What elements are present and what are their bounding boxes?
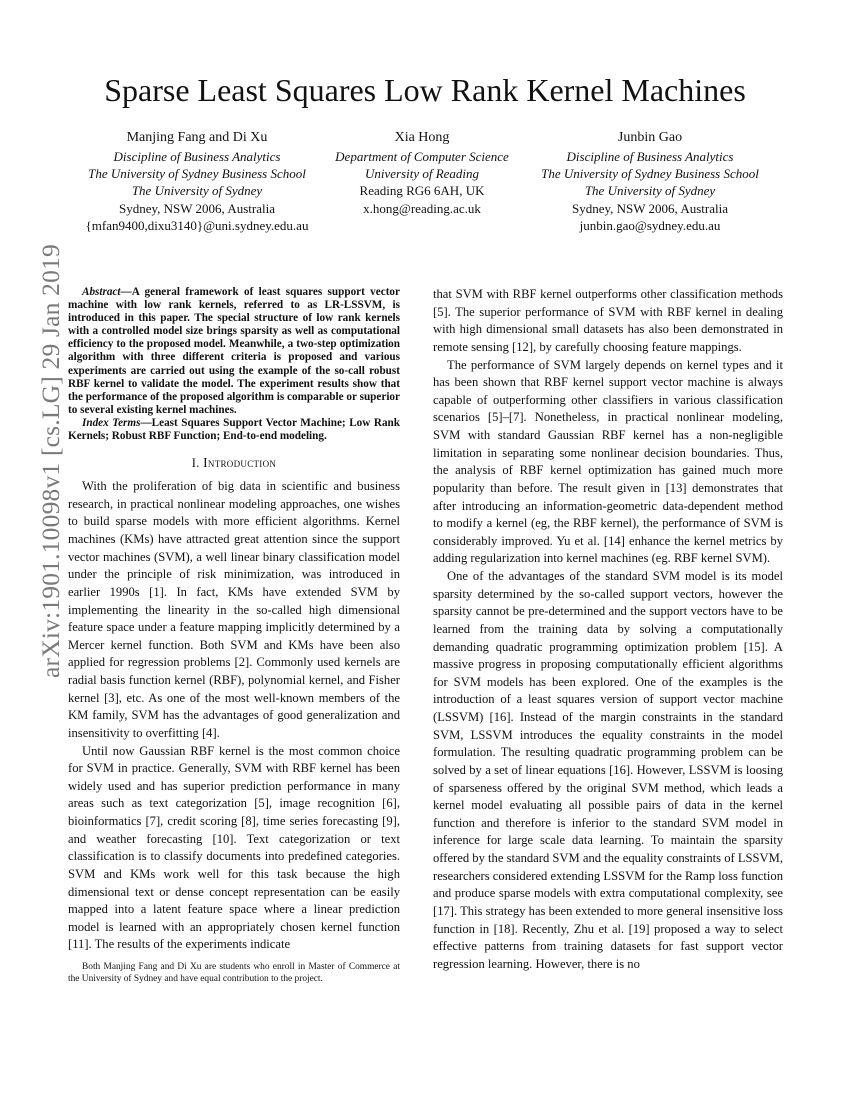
paper-title: Sparse Least Squares Low Rank Kernel Machines — [104, 72, 746, 108]
abstract — [68, 286, 400, 417]
body-paragraph: One of the advantages of the standard SVM model is its model sparsity determined by the so-called support vectors, however the sparsity cannot be pre-determined and the support vectors have to be learned from the training data by solving a computationally demanding quadratic programming optimization problem [15]. A massive progress in proposing computationally efficient algorithms for SVM models has been explored. One of the examples is the introduction of a least squares version of support vector machine (LSSVM) [16]. Instead of the margin constraints in the standard SVM, LSSVM introduces the equality constraints in the model formulation. The resulting quadratic programming problem can be solved by a set of linear equations [16]. However, LSSVM is loosing of sparseness offered by the original SVM method, which leads a kernel model evaluating all possible pairs of data in the kernel function and therefore is inferior to the standard SVM model in inference for large scale data learning. To maintain the sparsity offered by the standard SVM and the equality constraints of LSSVM, researchers considered extending LSSVM for the Ramp loss function and produce sparse models with extra computational complexity, see [17]. This strategy has been extended to more general insensitive loss function in [18]. Recently, Zhu et al. [19] proposed a way to select effective patterns from training datasets for fast support vector regression learning. However, there is no — [433, 569, 783, 971]
section-title: Introduction — [203, 455, 277, 471]
author-address: Sydney, NSW 2006, Australia — [572, 200, 728, 216]
abstract-label: Abstract — [82, 286, 121, 298]
author-block-1 — [72, 128, 322, 234]
author-block-2 — [324, 128, 520, 217]
body-paragraph: The performance of SVM largely depends on kernel types and it has been shown that RBF kernel support vector machine is always capable of outperforming other classifiers in various classification scenarios [5]–[7]. Nonetheless, in practical nonlinear modeling, SVM with standard Gaussian RBF kernel has a non-negligible limitation in separating some nonlinear decision boundaries. Thus, the analysis of RBF kernel optimization has gained much more popularity than before. The result given in [13] demonstrates that after introducing an information-geometric data-dependent method to modify a kernel (eg, the RBF kernel), the performance of SVM is considerably improved. Yu et al. [14] enhance the kernel metrics by adding regularization into kernel machines (eg. RBF kernel SVM). — [433, 357, 783, 566]
index-terms-text: —Least Squares Support Vector Machine; Low Rank Kernels; Robust RBF Function; End-to-end modeling. — [68, 416, 400, 443]
footnote: Both Manjing Fang and Di Xu are students who enroll in Master of Commerce at the University of Sydney and have equal contribution to the project. — [68, 962, 400, 984]
author-block-3 — [527, 128, 773, 234]
author-name: Xia Hong — [394, 130, 450, 145]
author-name: Manjing Fang and Di Xu — [126, 130, 268, 145]
arxiv-stamp: arXiv:1901.10098v1 [cs.LG] 29 Jan 2019 — [36, 244, 65, 678]
left-column — [68, 286, 400, 954]
body-paragraph: Until now Gaussian RBF kernel is the most common choice for SVM in practice. Generally, SVM with RBF kernel has been widely used and has superior prediction performance in many areas such as text categorization [5], image recognition [6], bioinformatics [7], credit scoring [8], time series forecasting [9], and weather forecasting [10]. Text categorization or text classification is to classify documents into predefined categories. SVM and KMs work well for this task because the high dimensional text or dense concept representation can be easily mapped into a latent feature space where a linear prediction model is learned with an appropriately chosen kernel function [11]. The results of the experiments indicate — [68, 743, 400, 952]
author-school: The University of Sydney Business School — [88, 166, 306, 182]
author-email: junbin.gao@sydney.edu.au — [579, 217, 721, 233]
author-university: The University of Sydney — [584, 183, 716, 199]
body-paragraph: that SVM with RBF kernel outperforms other classification methods [5]. The superior performance of SVM with RBF kernel in dealing with high dimensional small datasets has also been demonstrated in remote sensing [12], by carefully choosing feature mappings. — [433, 287, 783, 354]
author-university: University of Reading — [364, 166, 480, 182]
author-school: The University of Sydney Business School — [541, 166, 759, 182]
right-column — [433, 286, 783, 973]
author-address: Reading RG6 6AH, UK — [359, 183, 485, 199]
author-name: Junbin Gao — [617, 130, 683, 145]
author-address: Sydney, NSW 2006, Australia — [119, 200, 275, 216]
author-dept: Discipline of Business Analytics — [566, 149, 734, 164]
index-terms — [68, 417, 400, 443]
index-terms-label: Index Terms — [82, 416, 141, 429]
author-dept: Discipline of Business Analytics — [113, 149, 281, 164]
body-paragraph: With the proliferation of big data in scientific and business research, in practical nonlinear modeling approaches, one wishes to build sparse models with more efficient algorithms. Kernel machines (KMs) have attracted great attention since the support vector machines (SVM), a well linear binary classification model under the principle of risk minimization, was introduced in earlier 1990s [1]. In fact, KMs have extended SVM by implementing the linearity in the so-called high dimensional feature space under a feature mapping implicitly determined by a Mercer kernel function. Both SVM and KMs have been also applied for regression problems [2]. Commonly used kernels are radial basis function kernel (RBF), polynomial kernel, and Fisher kernel [3], etc. As one of the most well-known members of the KM family, SVM has the advantages of good generalization and insensitivity to overfitting [4]. — [68, 479, 400, 740]
abstract-text: —A general framework of least squares support vector machine with low rank kernels, referred to as LR-LSSVM, is introduced in this paper. The special structure of low rank kernels with a controlled model size brings sparsity as well as computational efficiency to the proposed model. Meanwhile, a two-step optimization algorithm with three different criteria is proposed and various experiments are carried out using the example of the so-call robust RBF kernel to validate the model. The experiment results show that the performance of the proposed algorithm is comparable or superior to several existing kernel machines. — [68, 286, 400, 416]
section-heading — [68, 455, 400, 471]
author-dept: Department of Computer Science — [335, 149, 509, 164]
author-email: x.hong@reading.ac.uk — [363, 200, 481, 216]
author-university: The University of Sydney — [131, 183, 263, 199]
section-number: I. — [191, 456, 200, 471]
author-email: {mfan9400,dixu3140}@uni.sydney.edu.au — [85, 217, 309, 233]
